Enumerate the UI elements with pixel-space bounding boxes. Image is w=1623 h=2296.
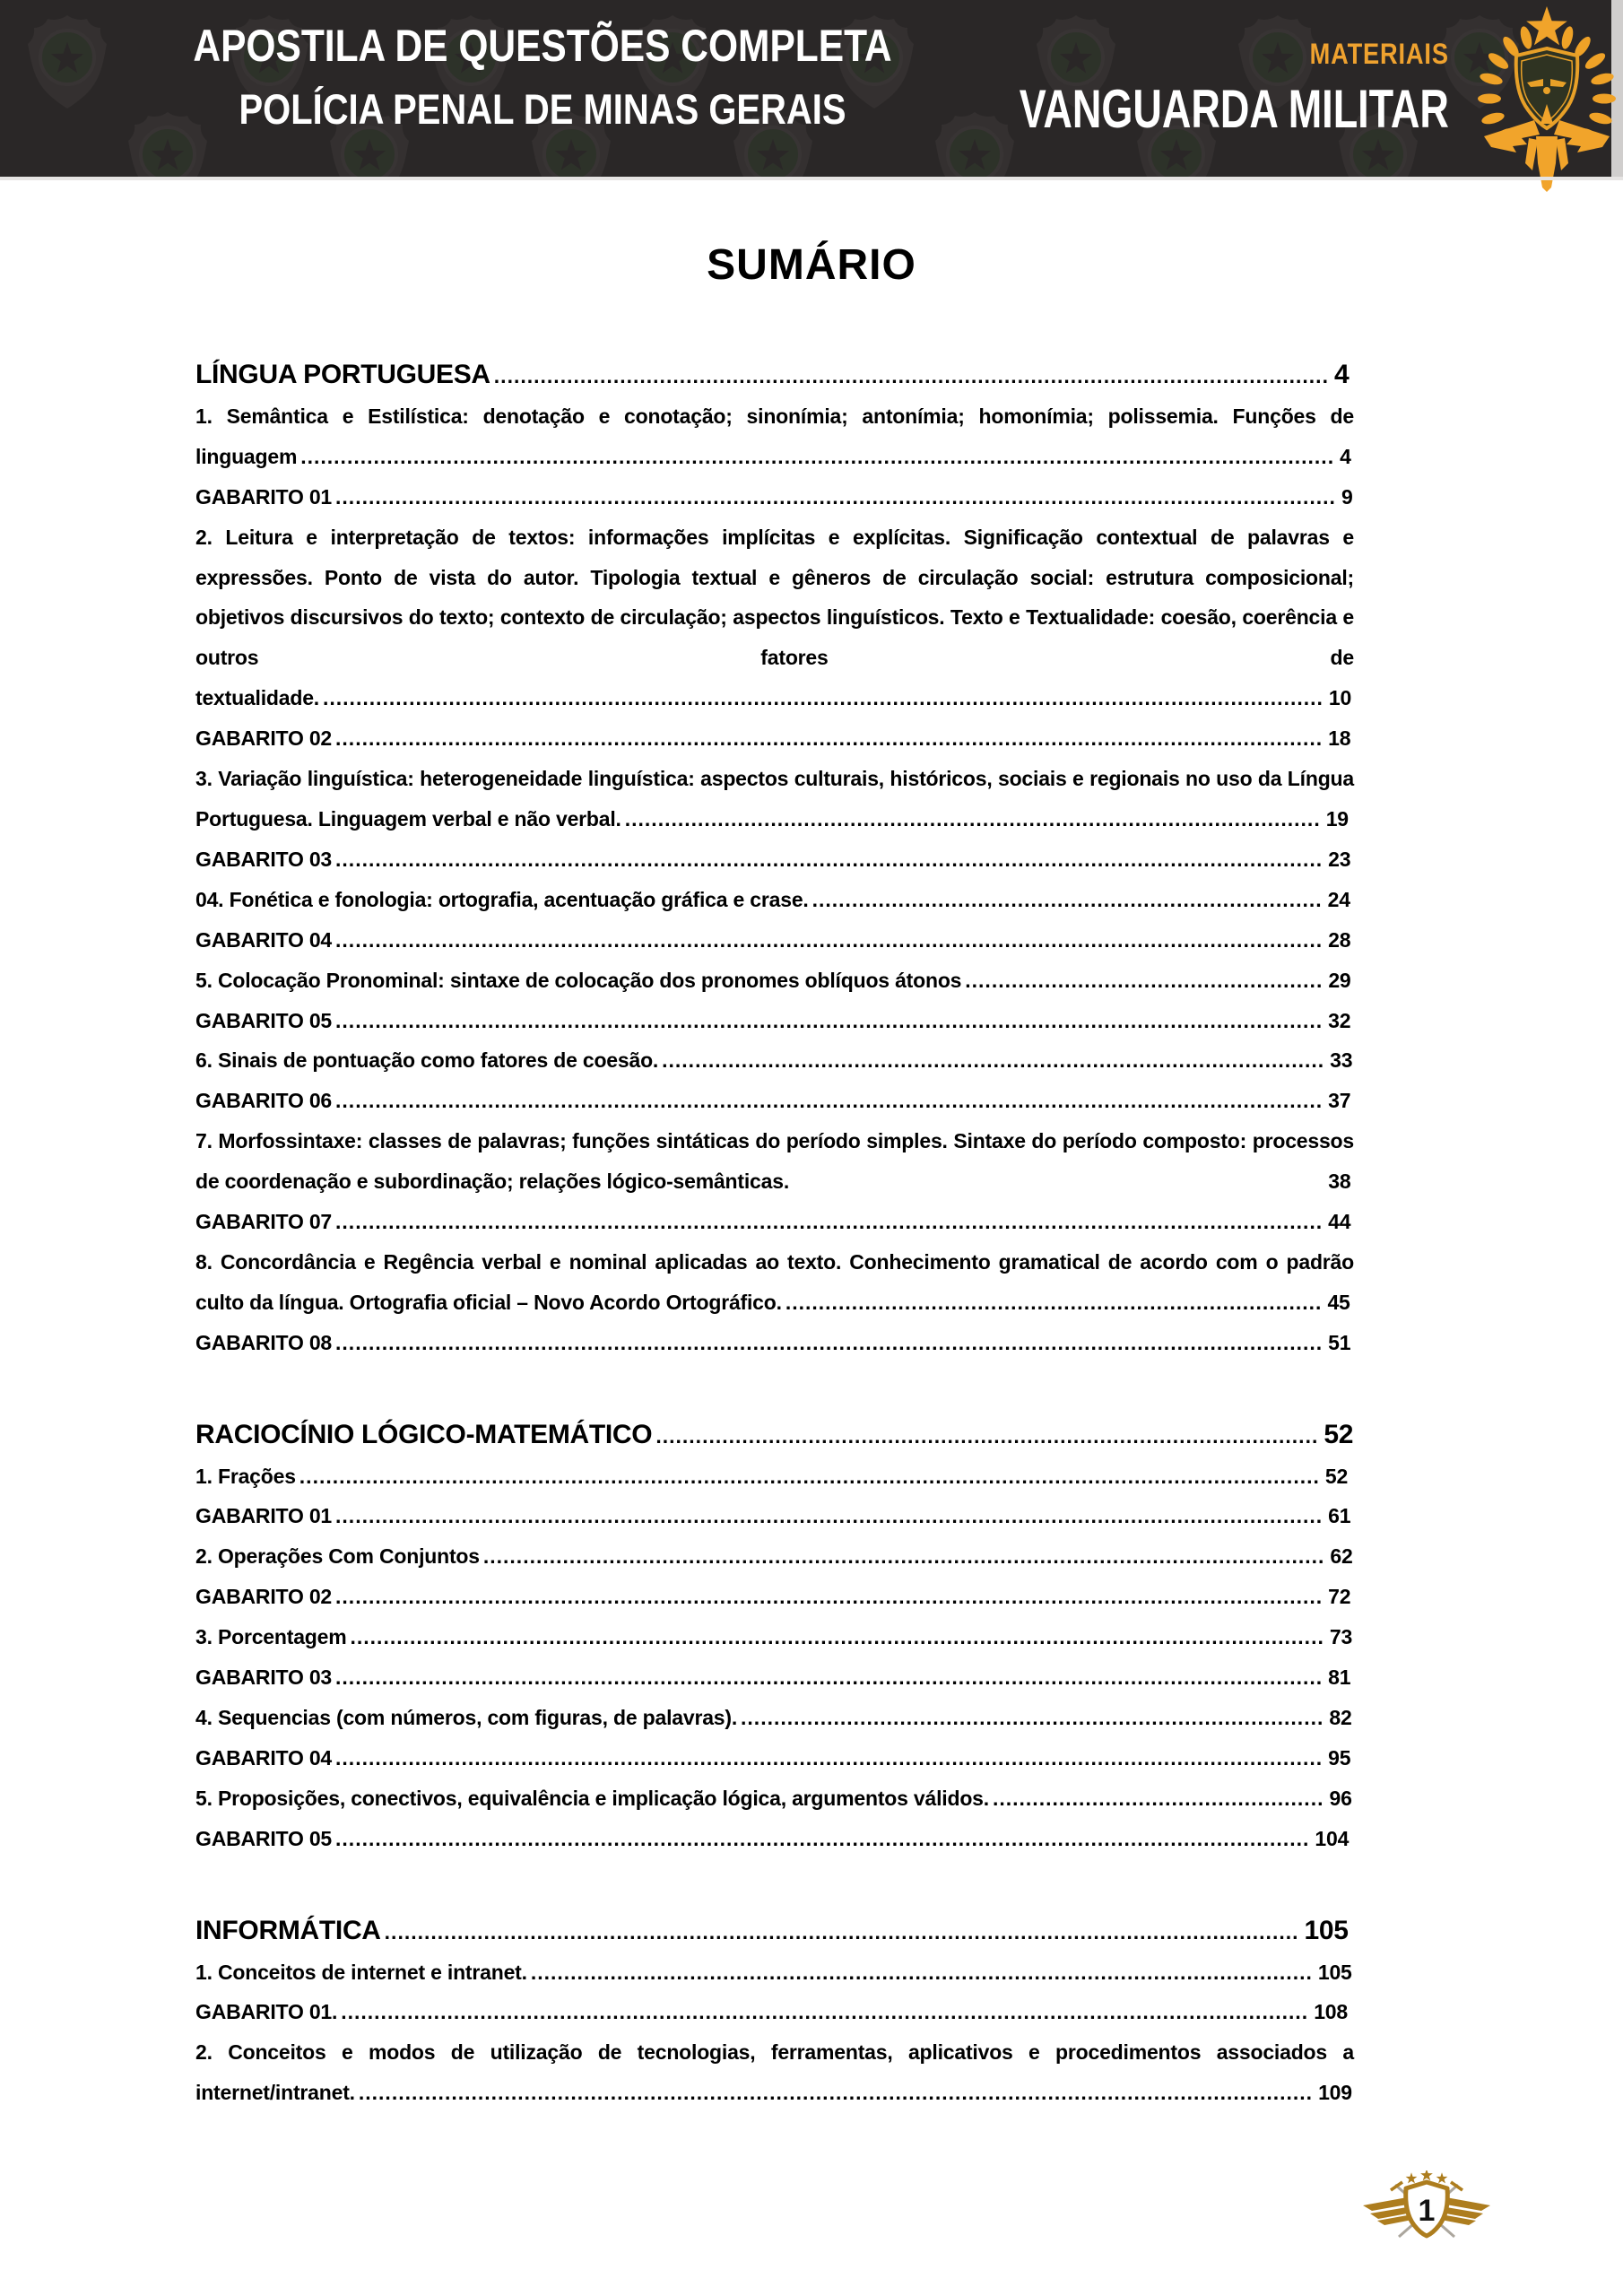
toc-entry-text: 6. Sinais de pontuação como fatores de coesão. [195, 1048, 659, 1073]
toc-entry-text: GABARITO 02 [195, 726, 333, 751]
toc-entry-text: GABARITO 08 [195, 1330, 333, 1354]
brand-block [876, 0, 1449, 140]
dot-leader: ..................................................................................................................................................... [335, 726, 1324, 751]
dot-leader: ..................................................................................................................................................... [335, 1008, 1324, 1032]
toc-entry-page: 44 [1328, 1210, 1351, 1234]
toc-entry [195, 1738, 1354, 1779]
toc-entry [195, 1496, 1354, 1536]
toc-entry [195, 517, 1354, 719]
dot-leader: ............................................................................................................................... [482, 1544, 1325, 1569]
toc-entry-page: 95 [1328, 1745, 1351, 1770]
dot-leader [793, 1170, 1323, 1193]
toc-entry [195, 718, 1354, 759]
toc-entry-page: 33 [1330, 1048, 1353, 1073]
toc-entry-page: 24 [1327, 887, 1350, 911]
dot-leader: ...................................................... [965, 968, 1324, 992]
toc-entry-text: 3. Variação linguística: heterogeneidade linguística: aspectos culturais, históricos, sociais e regionais no uso da Língua Portuguesa. Linguagem verbal e não verbal. [195, 767, 1354, 831]
toc-section-title: RACIOCÍNIO LÓGICO-MATEMÁTICO [195, 1419, 653, 1449]
toc-entry [195, 1819, 1354, 1859]
toc-entry-page: 62 [1330, 1544, 1353, 1569]
toc-entry [195, 1657, 1354, 1698]
toc-entry-text: 7. Morfossintaxe: classes de palavras; funções sintáticas do período simples. Sintaxe do período composto: processos de coordenação e subordinação; relações lógico-semânticas. [195, 1129, 1354, 1194]
dot-leader: ..................................................................................................................................................... [335, 1665, 1324, 1690]
toc-entry [195, 920, 1354, 961]
toc-section [195, 1415, 1354, 1859]
toc-entry-page: 4 [1340, 444, 1351, 468]
toc-entry-page: 23 [1328, 847, 1351, 871]
toc-section-page: 52 [1324, 1419, 1354, 1449]
toc-entry [195, 1779, 1354, 1819]
toc-entry-page: 28 [1328, 927, 1351, 952]
toc-section-header [195, 1415, 1354, 1457]
dot-leader: .................................................................................................... [655, 1423, 1319, 1448]
toc-entry [195, 1952, 1354, 1993]
dot-leader: ....................................................................................................................................................... [335, 484, 1336, 509]
toc-entry [195, 1617, 1354, 1657]
toc-section-page: 4 [1333, 360, 1350, 389]
dot-leader: ..................................................................................................................................................... [335, 1210, 1324, 1234]
toc-entry-page: 32 [1328, 1008, 1351, 1032]
toc-entry [195, 1992, 1354, 2032]
toc-entry-text: 2. Conceitos e modos de utilização de tecnologias, ferramentas, aplicativos e procedimentos associados a internet/intranet. [195, 2040, 1354, 2105]
header-title-line2: POLÍCIA PENAL DE MINAS GERAIS [239, 85, 846, 133]
toc-entry-text: 1. Frações [195, 1464, 296, 1488]
brand-label: MATERIAIS [1309, 38, 1449, 70]
toc-entry-page: 81 [1328, 1665, 1351, 1690]
header-title-block [108, 0, 977, 134]
toc [195, 355, 1354, 2113]
dot-leader: ..................................................................................................................................................... [335, 1585, 1324, 1609]
header-banner [0, 0, 1623, 177]
toc-entry-page: 108 [1314, 2000, 1348, 2024]
toc-entry-text: GABARITO 04 [195, 927, 333, 952]
toc-entry [195, 2032, 1354, 2113]
dot-leader: ..................................................................................................................................................... [335, 1330, 1324, 1354]
toc-entry-text: 1. Semântica e Estilística: denotação e conotação; sinonímia; antonímia; homonímia; polissemia. Funções de linguagem [195, 404, 1354, 468]
toc-section-header [195, 1911, 1354, 1952]
dot-leader: .......................................................................................................................................................... [299, 1464, 1320, 1488]
toc-entry [195, 1202, 1354, 1242]
toc-section-entries [195, 1952, 1354, 2114]
toc-entry [195, 839, 1354, 880]
dot-leader: ......................................................................................................... [624, 806, 1321, 831]
dot-leader: .............................................................................................................................. [493, 364, 1329, 387]
toc-entry [195, 759, 1354, 839]
banner-shadow-line [0, 177, 1623, 180]
toc-entry-page: 51 [1328, 1330, 1351, 1354]
page-title: SUMÁRIO [707, 241, 916, 289]
toc-entry-page: 38 [1328, 1170, 1351, 1194]
toc-entry [195, 477, 1354, 517]
dot-leader: ....................................................................................................................................................... [323, 686, 1324, 710]
toc-entry-page: 109 [1318, 2081, 1352, 2105]
dot-leader: ..................................................................................................................................................... [335, 1089, 1324, 1113]
toc-entry-page: 18 [1328, 726, 1351, 751]
toc-entry-text: GABARITO 03 [195, 847, 333, 871]
dot-leader: ................................................................................................................................................ [358, 2081, 1314, 2105]
toc-entry [195, 1121, 1354, 1202]
dot-leader: ..................................................................................................................................................... [335, 927, 1324, 952]
toc-entry-text: 4. Sequencias (com números, com figuras, de palavras). [195, 1706, 738, 1729]
dot-leader: ............................................................................. [812, 887, 1323, 911]
toc-entry-text: 1. Conceitos de internet e intranet. [195, 1960, 527, 1984]
toc-entry [195, 1698, 1354, 1738]
toc-entry-text: GABARITO 02 [195, 1585, 333, 1609]
toc-entry-text: 04. Fonética e fonologia: ortografia, acentuação gráfica e crase. [195, 887, 809, 911]
toc-entry-page: 105 [1317, 1960, 1352, 1984]
toc-entry [195, 396, 1354, 477]
toc-entry-text: GABARITO 01 [195, 484, 333, 509]
toc-entry-page: 37 [1328, 1089, 1351, 1113]
emblem-star-icon [1526, 6, 1567, 45]
dot-leader: .......................................................................................................................................... [384, 1919, 1299, 1944]
toc-section-title: LÍNGUA PORTUGUESA [195, 360, 490, 389]
toc-entry-text: GABARITO 05 [195, 1826, 333, 1850]
dot-leader: ............................................................................................................................................................ [300, 444, 1335, 468]
toc-entry-page: 45 [1327, 1290, 1350, 1314]
toc-entry-text: 5. Colocação Pronominal: sintaxe de colocação dos pronomes oblíquos átonos [195, 968, 962, 992]
toc-entry-page: 73 [1329, 1625, 1353, 1649]
toc-entry [195, 1457, 1354, 1497]
toc-entry [195, 1242, 1354, 1323]
brand-name: VANGUARDA MILITAR [1019, 79, 1449, 139]
toc-entry-page: 61 [1328, 1504, 1351, 1528]
toc-entry-page: 96 [1329, 1786, 1352, 1810]
toc-entry [195, 1040, 1354, 1081]
toc-entry [195, 880, 1354, 920]
toc-entry-page: 29 [1328, 968, 1351, 992]
toc-entry [195, 1323, 1354, 1363]
toc-section-entries [195, 1457, 1354, 1859]
toc-entry-text: 8. Concordância e Regência verbal e nominal aplicadas ao texto. Conhecimento gramatical de acordo com o padrão culto da língua. Ortografia oficial – Novo Acordo Ortográfico. [195, 1249, 1354, 1314]
toc-entry-page: 52 [1324, 1464, 1349, 1488]
toc-entry [195, 961, 1354, 1001]
dot-leader: ..................................................................................................................................................... [335, 1504, 1324, 1528]
dot-leader: ................................................................................................................................................... [350, 1625, 1324, 1649]
dot-leader: ................................................................................. [785, 1290, 1323, 1314]
dot-leader: .................................................................................................... [662, 1048, 1325, 1073]
toc-entry-page: 9 [1341, 484, 1353, 509]
toc-entry-page: 104 [1315, 1826, 1350, 1850]
toc-entry-text: GABARITO 01. [195, 2000, 338, 2024]
footer-page-number: 1 [1418, 2194, 1436, 2228]
toc-section-page: 105 [1304, 1915, 1349, 1945]
toc-entry-text: GABARITO 04 [195, 1745, 333, 1770]
toc-section [195, 1911, 1354, 2114]
header-title-line1: APOSTILA DE QUESTÕES COMPLETA [193, 21, 892, 71]
eagle-wreath-emblem [1475, 4, 1619, 192]
toc-entry-text: GABARITO 05 [195, 1008, 333, 1032]
winged-shield-page-badge [1361, 2170, 1492, 2242]
toc-section [195, 355, 1354, 1363]
dot-leader: ................................................................................................................................................... [335, 1826, 1310, 1850]
toc-entry-text: GABARITO 03 [195, 1665, 333, 1690]
toc-entry-text: 2. Leitura e interpretação de textos: informações implícitas e explícitas. Significação contextual de palavras e expressões. Ponto de vista do autor. Tipologia textual e gêneros de circulação social: estrutura composicional; objetivos discursivos do texto; contexto de circulação; aspectos linguísticos. Texto e Textualidade: coesão, coerência e outros fatores de textualidade. [195, 525, 1354, 710]
toc-section-header [195, 355, 1354, 396]
dot-leader: ........................................................................................ [741, 1706, 1324, 1729]
dot-leader: ..................................................................................................................................................... [335, 1745, 1324, 1770]
dot-leader: ...................................................................................................................... [530, 1960, 1313, 1984]
toc-entry-text: GABARITO 07 [195, 1210, 333, 1234]
toc-entry-text: 2. Operações Com Conjuntos [195, 1544, 480, 1569]
toc-entry-page: 10 [1328, 686, 1352, 710]
toc-section-title: INFORMÁTICA [195, 1915, 381, 1945]
toc-entry-page: 19 [1325, 806, 1349, 831]
dot-leader: .................................................................................................................................................. [341, 2000, 1309, 2024]
toc-entry [195, 1536, 1354, 1577]
toc-entry [195, 1001, 1354, 1041]
toc-entry-text: GABARITO 06 [195, 1089, 333, 1113]
toc-entry-text: 3. Porcentagem [195, 1625, 347, 1649]
toc-section-entries [195, 396, 1354, 1363]
toc-entry-text: GABARITO 01 [195, 1504, 333, 1528]
dot-leader: .................................................. [992, 1786, 1324, 1810]
toc-entry [195, 1577, 1354, 1617]
toc-entry-text: 5. Proposições, conectivos, equivalência e implicação lógica, argumentos válidos. [195, 1786, 989, 1810]
toc-entry-page: 72 [1328, 1585, 1351, 1609]
toc-entry [195, 1081, 1354, 1121]
dot-leader: ..................................................................................................................................................... [335, 847, 1324, 871]
toc-entry-page: 82 [1329, 1706, 1352, 1729]
